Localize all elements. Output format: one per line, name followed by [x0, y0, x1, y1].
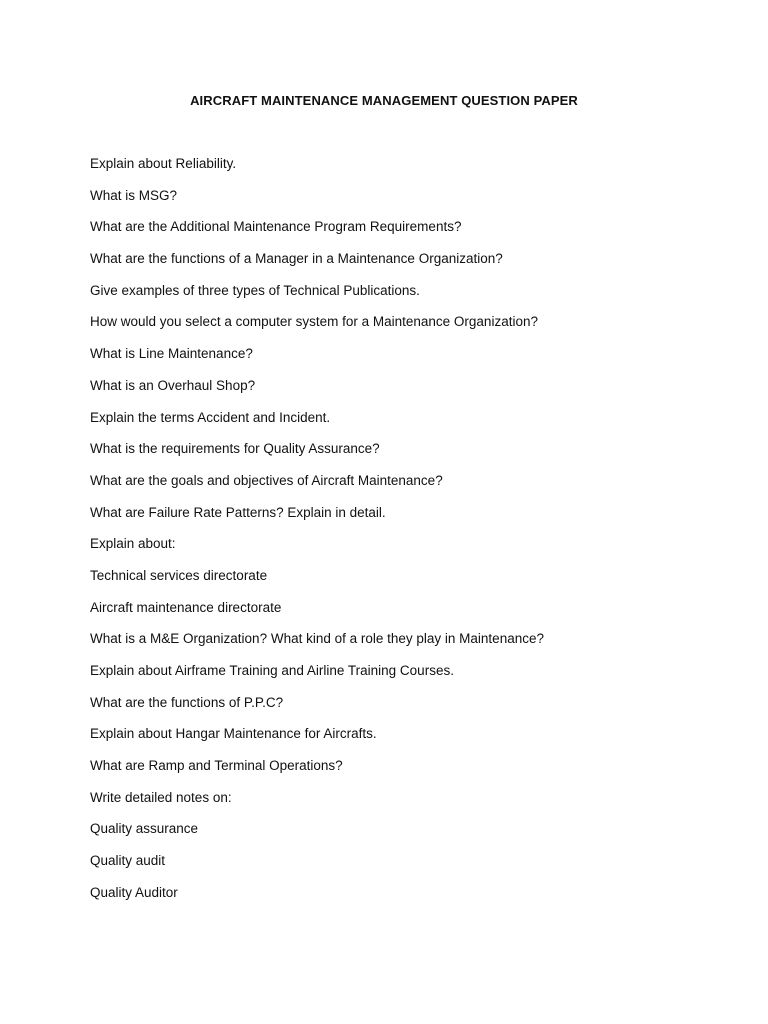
question-line: Explain about Reliability.	[90, 156, 237, 171]
question-line: Explain about:	[90, 536, 176, 552]
question-line: What are the goals and objectives of Aircraft Maintenance?	[90, 472, 443, 488]
question-list	[90, 154, 730, 915]
question-line: What is MSG?	[90, 187, 178, 203]
question-line: What are the Additional Maintenance Program Requirements?	[90, 219, 462, 235]
question-line: What are the functions of a Manager in a Maintenance Organization?	[90, 251, 503, 267]
question-line: What are Failure Rate Patterns? Explain in detail.	[90, 504, 386, 520]
question-subitem: Quality audit	[90, 853, 166, 869]
question-line: How would you select a computer system for a Maintenance Organization?	[90, 314, 538, 330]
question-line: What is the requirements for Quality Assurance?	[90, 441, 380, 457]
question-line: What are the functions of P.P.C?	[90, 694, 284, 710]
question-line: What are Ramp and Terminal Operations?	[90, 758, 343, 774]
question-line: What is an Overhaul Shop?	[90, 377, 256, 393]
question-line: Explain about Airframe Training and Airline Training Courses.	[90, 663, 454, 678]
question-subitem: Quality assurance	[90, 821, 199, 837]
question-subitem: Technical services directorate	[90, 567, 268, 583]
question-subitem: Quality Auditor	[90, 884, 178, 900]
question-line: Explain the terms Accident and Incident.	[90, 409, 331, 425]
question-line: What is a M&E Organization? What kind of a role they play in Maintenance?	[90, 631, 544, 647]
question-line: Explain about Hangar Maintenance for Aircrafts.	[90, 726, 377, 742]
page-title: AIRCRAFT MAINTENANCE MANAGEMENT QUESTION PAPER	[190, 93, 578, 108]
question-subitem: Aircraft maintenance directorate	[90, 599, 282, 615]
question-line: Give examples of three types of Technical Publications.	[90, 282, 420, 298]
question-line: What is Line Maintenance?	[90, 346, 253, 362]
question-line: Write detailed notes on:	[90, 789, 232, 805]
